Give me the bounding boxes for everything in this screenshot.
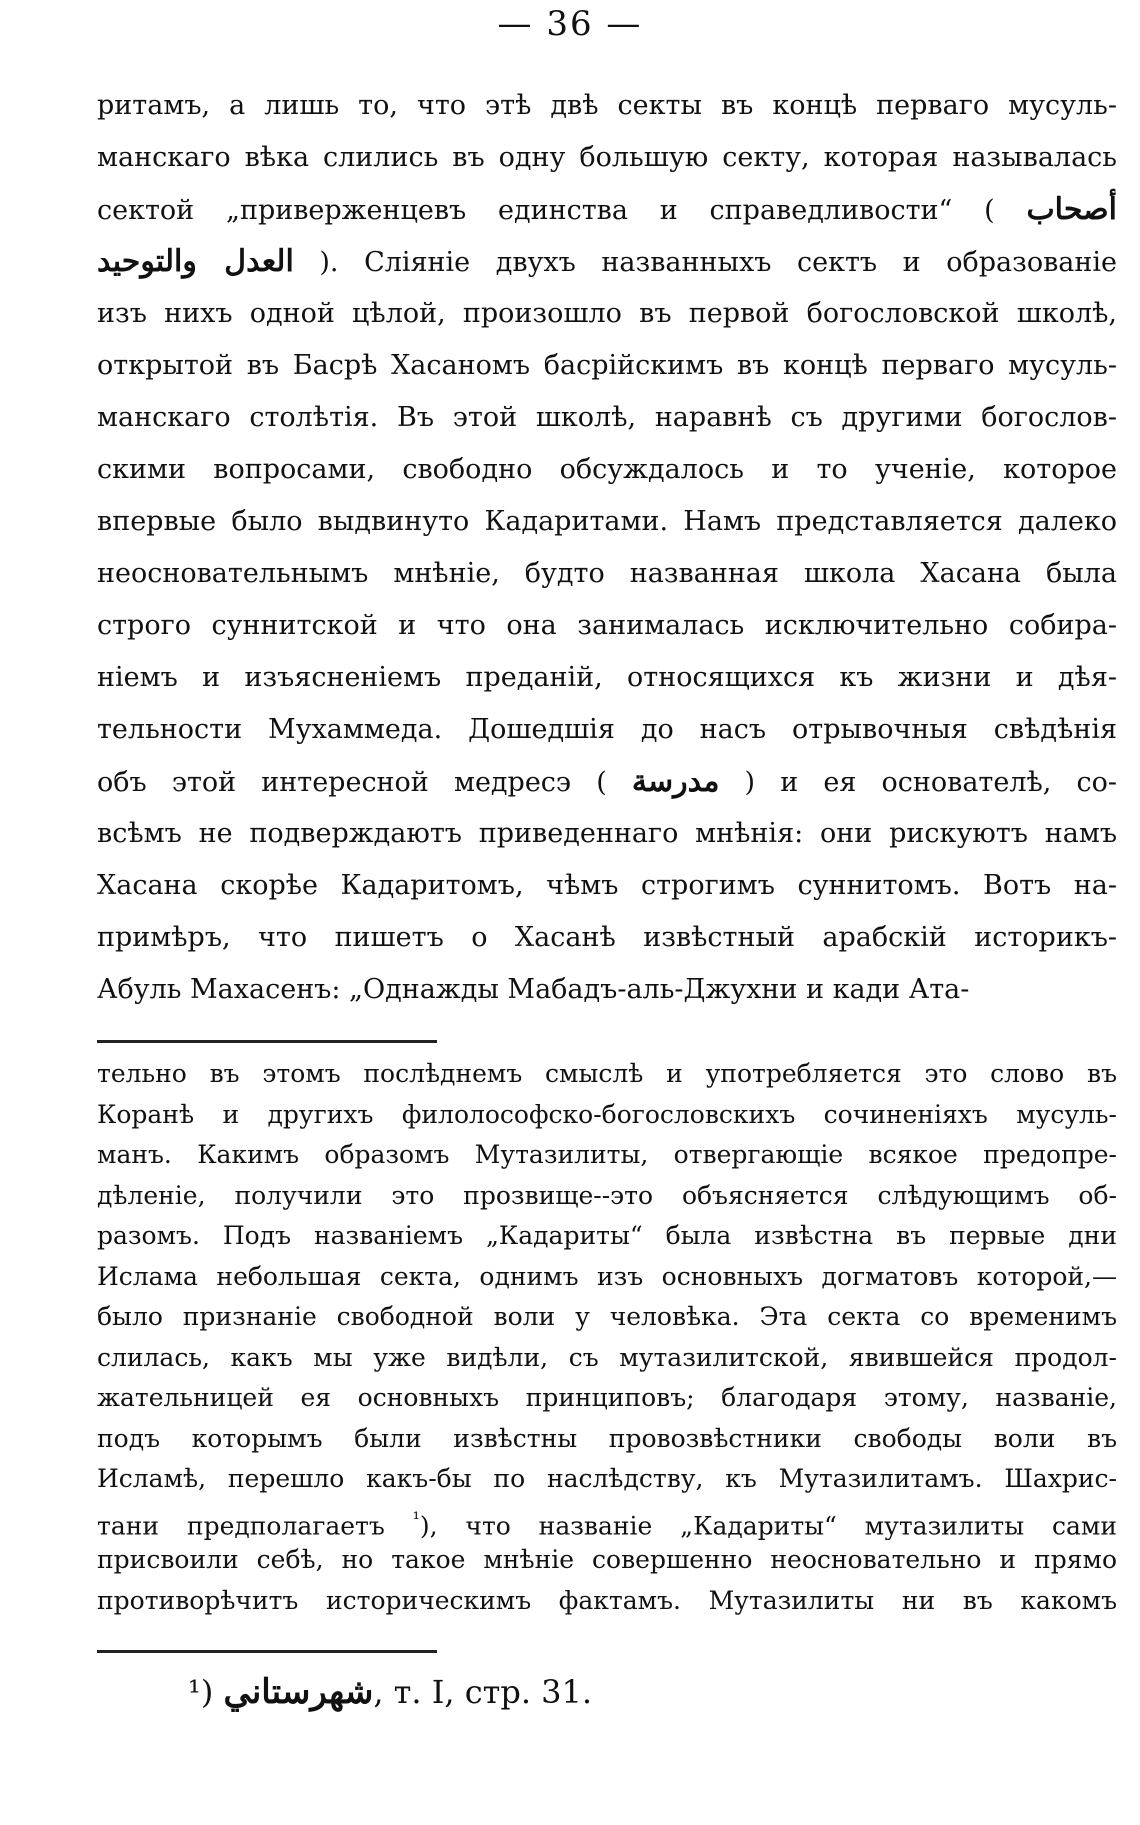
text-line <box>97 236 1117 288</box>
text-line: манскаго столѣтія. Въ этой школѣ, наравнѣ съ другими богослов- <box>97 402 1117 433</box>
note-line: тельно въ этомъ послѣднемъ смыслѣ и употребляется это слово въ <box>97 1059 1117 1088</box>
note-line: жательницей ея основныхъ принциповъ; благодаря этому, названіе, <box>97 1383 1117 1412</box>
text-line: впервые было выдвинуто Кадаритами. Намъ представляется далеко <box>97 506 1117 537</box>
text-line <box>97 184 1117 236</box>
text-line: изъ нихъ одной цѣлой, произошло въ первой богословской школѣ, <box>97 298 1117 329</box>
note-line: дѣленіе, получили это прозвище--это объясняется слѣдующимъ об- <box>97 1180 1117 1210</box>
note-line: разомъ. Подъ названіемъ „Кадариты“ была извѣстна въ первые дни <box>97 1221 1117 1250</box>
note-line: Исламѣ, перешло какъ-бы по наслѣдству, къ Мутазилитамъ. Шахрис- <box>97 1464 1117 1493</box>
note-line: Коранѣ и другихъ филолософско-богословскихъ сочиненіяхъ мусуль- <box>97 1099 1117 1129</box>
text-line: ритамъ, а лишь то, что этѣ двѣ секты въ концѣ перваго мусуль- <box>97 90 1117 121</box>
arabic-title: شهرستاني <box>223 1672 374 1712</box>
text-line: манскаго вѣка слились въ одну большую секту, которая называлась <box>97 142 1117 173</box>
footnote-separator <box>97 1040 437 1043</box>
note-line: слилась, какъ мы уже видѣли, съ мутазилитской, явившейся продол- <box>97 1342 1117 1372</box>
text-segment: ), что названіе „Кадариты“ мутазилиты сами <box>419 1510 1117 1540</box>
text-line <box>97 756 1117 808</box>
arabic-phrase: أصحاب <box>1026 192 1117 227</box>
note-line: манъ. Какимъ образомъ Мутазилиты, отвергающіе всякое предопре- <box>97 1140 1117 1169</box>
text-segment: сектой „приверженцевъ единства и справедливости“ ( <box>97 195 995 226</box>
footnote-reference-text: , т. I, стр. 31. <box>373 1673 593 1711</box>
footnote-continuation <box>97 1054 1117 1621</box>
text-line: тельности Мухаммеда. Дошедшія до насъ отрывочныя свѣдѣнія <box>97 714 1117 745</box>
text-line: скими вопросами, свободно обсуждалось и то ученіе, которое <box>97 454 1117 485</box>
text-segment: тани предполагаетъ <box>97 1510 413 1540</box>
note-line: Ислама небольшая секта, однимъ изъ основныхъ догматовъ которой,— <box>97 1261 1117 1291</box>
note-line: противорѣчитъ историческимъ фактамъ. Мутазилиты ни въ какомъ <box>97 1585 1117 1615</box>
text-line: примѣръ, что пишетъ о Хасанѣ извѣстный арабскій историкъ- <box>97 922 1117 953</box>
arabic-phrase: مدرسة <box>631 764 720 799</box>
arabic-phrase: العدل والتوحيد <box>97 244 294 279</box>
text-line: Хасана скорѣе Кадаритомъ, чѣмъ строгимъ суннитомъ. Вотъ на- <box>97 870 1117 901</box>
footnote-marker: ¹) <box>188 1673 214 1711</box>
text-segment: ) и ея основателѣ, со- <box>744 767 1117 798</box>
text-line: неосновательнымъ мнѣніе, будто названная школа Хасана была <box>97 558 1117 589</box>
footnote-reference: ¹ <box>412 1508 420 1530</box>
text-line: Абуль Махасенъ: „Однажды Мабадъ-аль-Джухни и кади Ата- <box>97 974 970 1005</box>
text-line: строго суннитской и что она занималась исключительно собира- <box>97 610 1117 641</box>
footnote <box>188 1672 592 1712</box>
note-line: присвоили себѣ, но такое мнѣніе совершенно неосновательно и прямо <box>97 1545 1117 1574</box>
footnote-separator <box>97 1650 437 1653</box>
page-number: — 36 — <box>497 4 643 44</box>
text-line: всѣмъ не подверждаютъ приведеннаго мнѣнія: они рискуютъ намъ <box>97 818 1117 849</box>
note-line <box>97 1500 1117 1541</box>
text-segment: ). Сліяніе двухъ названныхъ сектъ и образованіе <box>319 247 1117 278</box>
text-line: ніемъ и изъясненіемъ преданій, относящихся къ жизни и дѣя- <box>97 662 1117 693</box>
text-segment: объ этой интересной медресэ ( <box>97 767 607 798</box>
note-line: было признаніе свободной воли у человѣка. Эта секта со временимъ <box>97 1302 1117 1331</box>
text-line: открытой въ Басрѣ Хасаномъ басрійскимъ въ концѣ перваго мусуль- <box>97 350 1117 381</box>
note-line: подъ которымъ были извѣстны провозвѣстники свободы воли въ <box>97 1423 1117 1453</box>
main-text <box>97 80 1117 1016</box>
